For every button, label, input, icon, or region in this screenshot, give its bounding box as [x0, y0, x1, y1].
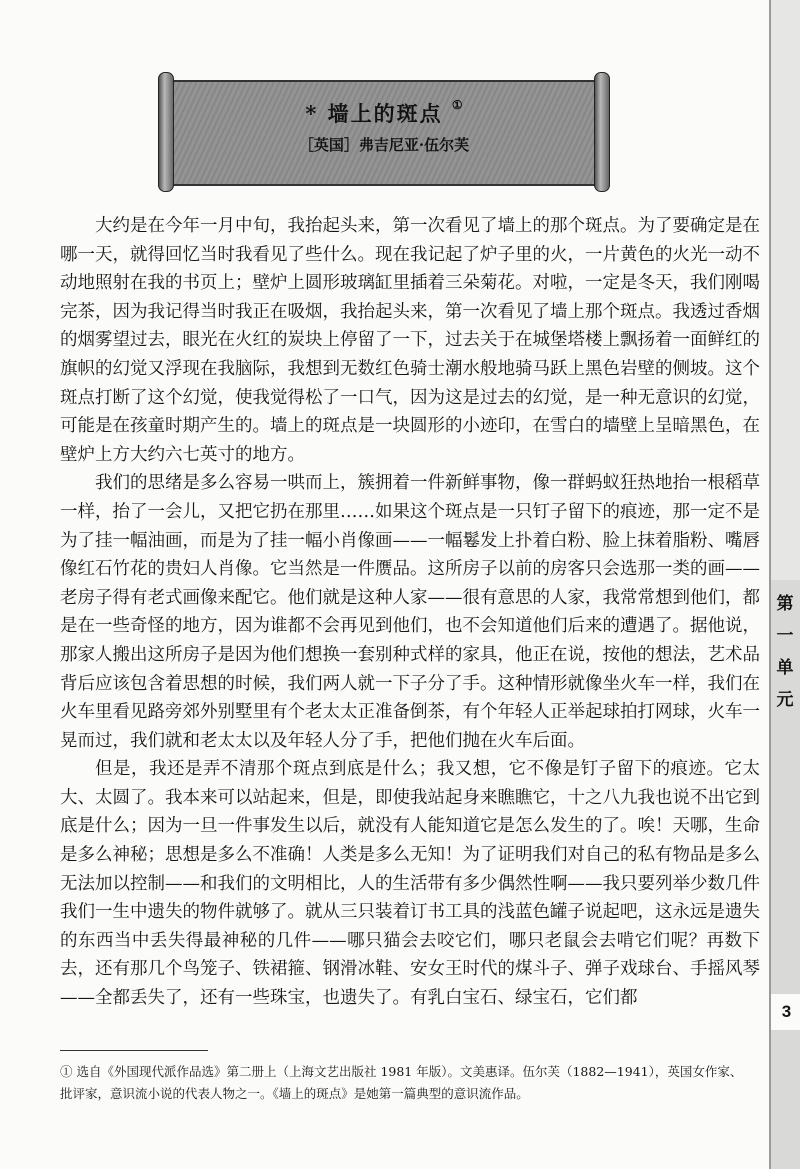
- unit-label-char: 单: [776, 658, 794, 678]
- title-scroll-banner: [158, 72, 610, 190]
- title-text: 墙上的斑点: [327, 101, 443, 126]
- article-body: [60, 212, 760, 1013]
- scroll-rod-left: [158, 72, 174, 192]
- page-number: 3: [769, 994, 800, 1030]
- footnote-ref: ①: [451, 98, 463, 112]
- scroll-rod-right: [594, 72, 610, 192]
- page-edge-upper: [771, 0, 800, 580]
- page-title: [158, 98, 610, 128]
- unit-label: [773, 588, 797, 716]
- unit-label-char: 一: [776, 626, 794, 646]
- title-mark: *: [305, 101, 319, 126]
- unit-label-char: 元: [776, 690, 794, 710]
- scroll-panel: [168, 80, 600, 186]
- author-line: ［英国］弗吉尼亚·伍尔芙: [298, 136, 470, 154]
- footnote: ① 选自《外国现代派作品选》第二册上（上海文艺出版社 1981 年版）。文美惠译。伍尔芙（1882—1941），英国女作家、批评家，意识流小说的代表人物之一。《墙上的斑点》是她第一篇典型的意识流作品。: [60, 1064, 743, 1101]
- paragraph: 我们的思绪是多么容易一哄而上，簇拥着一件新鲜事物，像一群蚂蚁狂热地抬一根稻草一样，抬了一会儿，又把它扔在那里……如果这个斑点是一只钉子留下的痕迹，那一定不是为了挂一幅油画，而是为了挂一幅小肖像画——一幅鬈发上扑着白粉、脸上抹着脂粉、嘴唇像红石竹花的贵妇人肖像。它当然是一件赝品。这所房子以前的房客只会选那一类的画——老房子得有老式画像来配它。他们就是这种人家——很有意思的人家，我常常想到他们，都是在一些奇怪的地方，因为谁都不会再见到他们，也不会知道他们后来的遭遇了。据他说，那家人搬出这所房子是因为他们想换一套别种式样的家具，他正在说，按他的想法，艺术品背后应该包含着思想的时候，我们两人就一下子分了手。这种情形就像坐火车一样，我们在火车里看见路旁郊外别墅里有个老太太正准备倒茶，有个年轻人正举起球拍打网球，火车一晃而过，我们就和老太太以及年轻人分了手，把他们抛在火车后面。: [60, 473, 760, 751]
- paragraph: 大约是在今年一月中旬，我抬起头来，第一次看见了墙上的那个斑点。为了要确定是在哪一天，就得回忆当时我看见了些什么。现在我记起了炉子里的火，一片黄色的火光一动不动地照射在我的书页上；壁炉上圆形玻璃缸里插着三朵菊花。对啦，一定是冬天，我们刚喝完茶，因为我记得当时我正在吸烟，我抬起头来，第一次看见了墙上那个斑点。我透过香烟的烟雾望过去，眼光在火红的炭块上停留了一下，过去关于在城堡塔楼上飘扬着一面鲜红的旗帜的幻觉又浮现在我脑际，我想到无数红色骑士潮水般地骑马跃上黑色岩壁的侧坡。这个斑点打断了这个幻觉，使我觉得松了一口气，因为这是过去的幻觉，是一种无意识的幻觉，可能是在孩童时期产生的。墙上的斑点是一块圆形的小迹印，在雪白的墙壁上呈暗黑色，在壁炉上方大约六七英寸的地方。: [60, 216, 760, 465]
- paragraph: 但是，我还是弄不清那个斑点到底是什么；我又想，它不像是钉子留下的痕迹。它太大、太圆了。我本来可以站起来，但是，即使我站起身来瞧瞧它，十之八九我也说不出它到底是什么；因为一旦一件事发生以后，就没有人能知道它是怎么发生的了。唉！天哪，生命是多么神秘；思想是多么不准确！人类是多么无知！为了证明我们对自己的私有物品是多么无法加以控制——和我们的文明相比，人的生活带有多少偶然性啊——我只要列举少数几件我们一生中遗失的物件就够了。就从三只装着订书工具的浅蓝色罐子说起吧，这永远是遗失的东西当中丢失得最神秘的几件——哪只猫会去咬它们，哪只老鼠会去啃它们呢？再数下去，还有那几个鸟笼子、铁裙箍、钢滑冰鞋、安女王时代的煤斗子、弹子戏球台、手摇风琴——全都丢失了，还有一些珠宝，也遗失了。有乳白宝石、绿宝石，它们都: [60, 759, 760, 1009]
- unit-label-char: 第: [776, 594, 794, 614]
- footnote-divider: [60, 1050, 208, 1051]
